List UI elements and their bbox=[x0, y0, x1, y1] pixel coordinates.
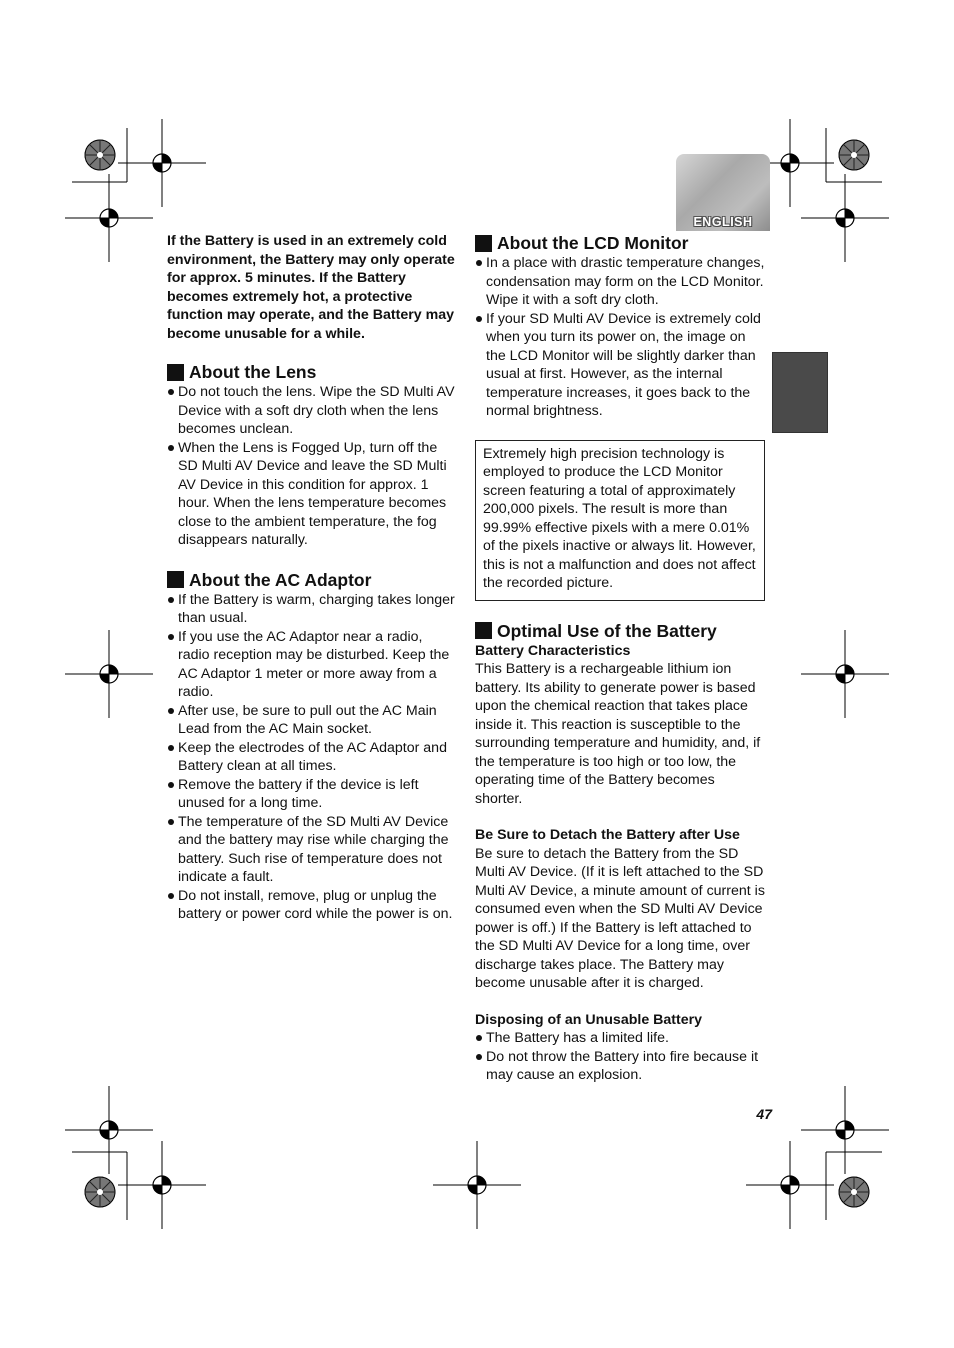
list-item: Do not throw the Battery into fire because it may cause an explosion. bbox=[475, 1048, 765, 1085]
detach-battery-text: Be sure to detach the Battery from the SD Multi AV Device. (If it is left attached to the SD Multi AV Device, a minute amount of current is consumed even when the SD Multi AV Device power is off.) If the Battery is left attached to the SD Multi AV Device for a long time, over discharge takes place. The Battery may become unusable after it is charged. bbox=[475, 845, 765, 991]
list-item: If your SD Multi AV Device is extremely cold when you turn its power on, the image on the LCD Monitor will be slightly darker than usual at first. However, as the internal temperature increases, it goes back to the normal brightness. bbox=[475, 310, 765, 421]
list-item: Remove the battery if the device is left unused for a long time. bbox=[167, 776, 457, 813]
language-tab bbox=[676, 154, 770, 231]
left-column bbox=[167, 232, 457, 924]
list-item: When the Lens is Fogged Up, turn off the SD Multi AV Device and leave the SD Multi AV Device in this condition for approx. 1 hour. When the lens temperature becomes close to the ambient temperature, the fog disappears naturally. bbox=[167, 439, 457, 550]
page-number: 47 bbox=[756, 1106, 772, 1122]
heading-square-icon bbox=[475, 622, 492, 639]
ac-adaptor-list bbox=[167, 591, 457, 924]
disposing-list bbox=[475, 1029, 765, 1085]
cold-environment-note: If the Battery is used in an extremely cold environment, the Battery may only operate for approx. 5 minutes. If the Battery becomes extremely hot, a protective function may operate, and the Battery may become unusable for a while. bbox=[167, 233, 455, 342]
list-item: Keep the electrodes of the AC Adaptor and Battery clean at all times. bbox=[167, 739, 457, 776]
list-item: Do not install, remove, plug or unplug the battery or power cord while the power is on. bbox=[167, 887, 457, 924]
right-column bbox=[475, 232, 765, 1085]
heading-square-icon bbox=[167, 364, 184, 381]
list-item: The Battery has a limited life. bbox=[475, 1029, 765, 1048]
detach-battery-title: Be Sure to Detach the Battery after Use bbox=[475, 827, 740, 843]
list-item: Do not touch the lens. Wipe the SD Multi AV Device with a soft dry cloth when the lens becomes unclean. bbox=[167, 383, 457, 439]
battery-characteristics-text: This Battery is a rechargeable lithium ion battery. Its ability to generate power is based upon the chemical reaction that takes place inside it. This reaction is susceptible to the surrounding temperature and humidity, and, if the temperature is too high or too low, the operating time of the Battery becomes shorter. bbox=[475, 661, 761, 807]
heading-square-icon bbox=[167, 571, 184, 588]
disposing-battery-title: Disposing of an Unusable Battery bbox=[475, 1011, 703, 1028]
lcd-list bbox=[475, 254, 765, 421]
lcd-pixel-note-box: Extremely high precision technology is employed to produce the LCD Monitor screen featuring a total of approximately 200,000 pixels. The result is more than 99.99% effective pixels with a mere 0.01% of the pixels inactive or always lit. However, this is not a malfunction and does not affect the recorded picture. bbox=[475, 440, 765, 601]
language-tab-label: ENGLISH bbox=[693, 215, 753, 229]
list-item: In a place with drastic temperature changes, condensation may form on the LCD Monitor. Wipe it with a soft dry cloth. bbox=[475, 254, 765, 310]
list-item: If you use the AC Adaptor near a radio, radio reception may be disturbed. Keep the AC Adaptor 1 meter or more away from a radio. bbox=[167, 628, 457, 702]
lens-heading: About the Lens bbox=[167, 361, 457, 383]
list-item: The temperature of the SD Multi AV Device and the battery may rise while charging the battery. Such rise of temperature does not indicate a fault. bbox=[167, 813, 457, 887]
battery-characteristics-title: Battery Characteristics bbox=[475, 642, 631, 659]
list-item: After use, be sure to pull out the AC Main Lead from the AC Main socket. bbox=[167, 702, 457, 739]
ac-adaptor-heading: About the AC Adaptor bbox=[167, 569, 457, 591]
section-side-tab bbox=[772, 352, 828, 433]
lcd-heading: About the LCD Monitor bbox=[475, 232, 765, 254]
heading-square-icon bbox=[475, 235, 492, 252]
battery-heading: Optimal Use of the Battery bbox=[475, 620, 765, 642]
list-item: If the Battery is warm, charging takes longer than usual. bbox=[167, 591, 457, 628]
lens-list bbox=[167, 383, 457, 550]
